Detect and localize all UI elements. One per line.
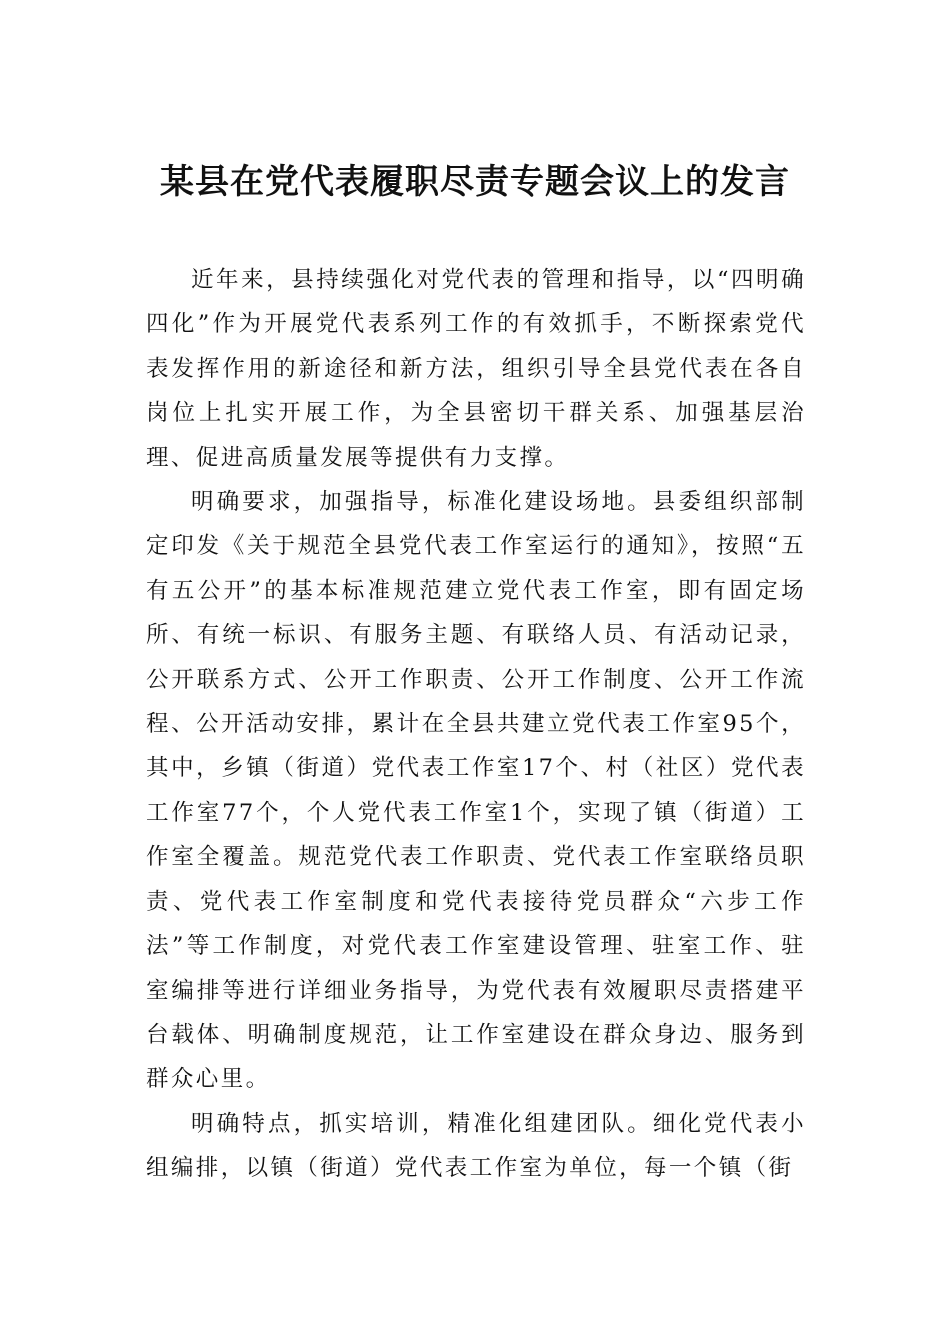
- document-body: [146, 258, 806, 1191]
- paragraph-standardized-sites: 明确要求，加强指导，标准化建设场地。县委组织部制定印发《关于规范全县党代表工作室运行的通知》，按照“五有五公开”的基本标准规范建立党代表工作室，即有固定场所、有统一标识、有服务主题、有联络人员、有活动记录，公开联系方式、公开工作职责、公开工作制度、公开工作流程、公开活动安排，累计在全县共建立党代表工作室95个，其中，乡镇（街道）党代表工作室17个、村（社区）党代表工作室77个，个人党代表工作室1个，实现了镇（街道）工作室全覆盖。规范党代表工作职责、党代表工作室联络员职责、党代表工作室制度和党代表接待党员群众“六步工作法”等工作制度，对党代表工作室建设管理、驻室工作、驻室编排等进行详细业务指导，为党代表有效履职尽责搭建平台载体、明确制度规范，让工作室建设在群众身边、服务到群众心里。: [146, 489, 806, 1093]
- document-title: 某县在党代表履职尽责专题会议上的发言: [160, 162, 790, 202]
- paragraph-team-building: 明确特点，抓实培训，精准化组建团队。细化党代表小组编排，以镇（街道）党代表工作室为单位，每一个镇（街: [146, 1110, 806, 1182]
- paragraph-intro: 近年来，县持续强化对党代表的管理和指导，以“四明确四化”作为开展党代表系列工作的有效抓手，不断探索党代表发挥作用的新途径和新方法，组织引导全县党代表在各自岗位上扎实开展工作，为全县密切干群关系、加强基层治理、促进高质量发展等提供有力支撑。: [146, 267, 806, 471]
